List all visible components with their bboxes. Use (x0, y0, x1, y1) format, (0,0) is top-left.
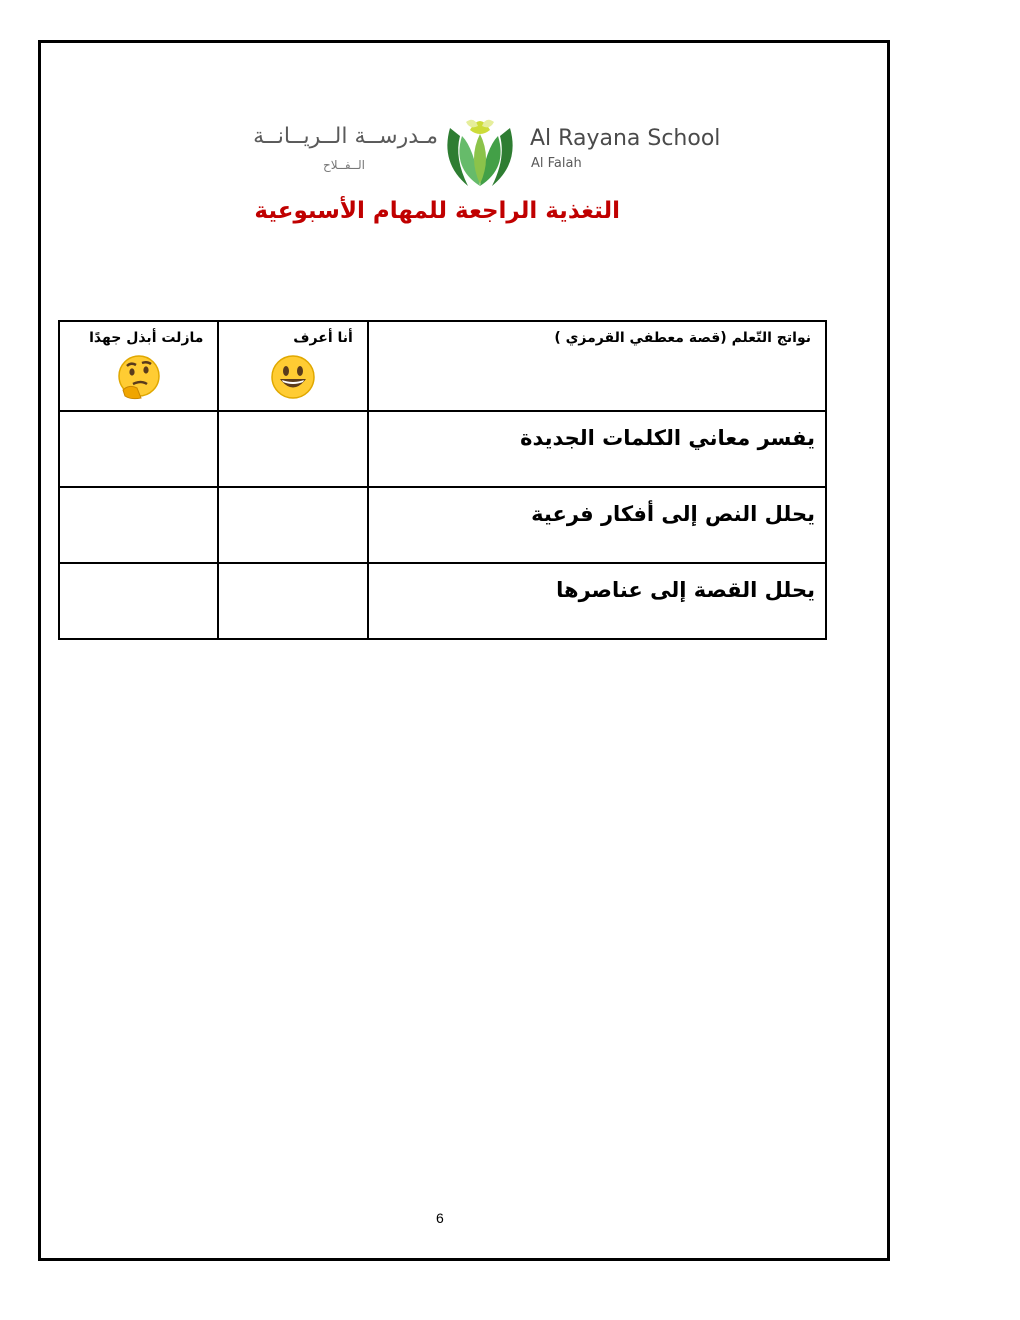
i-know-cell[interactable] (218, 487, 367, 563)
thinking-face-icon (115, 354, 163, 402)
lotus-emblem-icon (440, 108, 520, 190)
outcome-cell: يفسر معاني الكلمات الجديدة (368, 411, 826, 487)
header-outcomes-label: نواتج التّعلم (قصة معطفي القرمزي ) (554, 330, 811, 346)
school-logo (250, 108, 720, 190)
table-header-row (59, 321, 826, 411)
i-know-cell[interactable] (218, 563, 367, 639)
table-row (59, 563, 826, 639)
header-i-know-label: أنا أعرف (293, 330, 353, 346)
table-row (59, 411, 826, 487)
outcome-cell: يحلل القصة إلى عناصرها (368, 563, 826, 639)
page-number: 6 (436, 1210, 444, 1226)
still-trying-cell[interactable] (59, 563, 218, 639)
smiling-face-icon (270, 354, 316, 400)
school-branch-ar: الــفــلاح (322, 158, 366, 172)
table-row (59, 487, 826, 563)
feedback-table (58, 320, 827, 640)
header-still-trying (59, 321, 218, 411)
school-name-en: Al Rayana School (530, 126, 721, 151)
header-still-trying-label: مازلت أبذل جهدًا (89, 330, 204, 346)
header-i-know (218, 321, 367, 411)
page-title: التغذية الراجعة للمهام الأسبوعية (254, 198, 620, 224)
still-trying-cell[interactable] (59, 487, 218, 563)
i-know-cell[interactable] (218, 411, 367, 487)
school-branch-en: Al Falah (531, 156, 582, 171)
school-name-ar: مـدرســة الــريــانــة (253, 124, 438, 149)
still-trying-cell[interactable] (59, 411, 218, 487)
header-outcomes (368, 321, 826, 411)
outcome-cell: يحلل النص إلى أفكار فرعية (368, 487, 826, 563)
